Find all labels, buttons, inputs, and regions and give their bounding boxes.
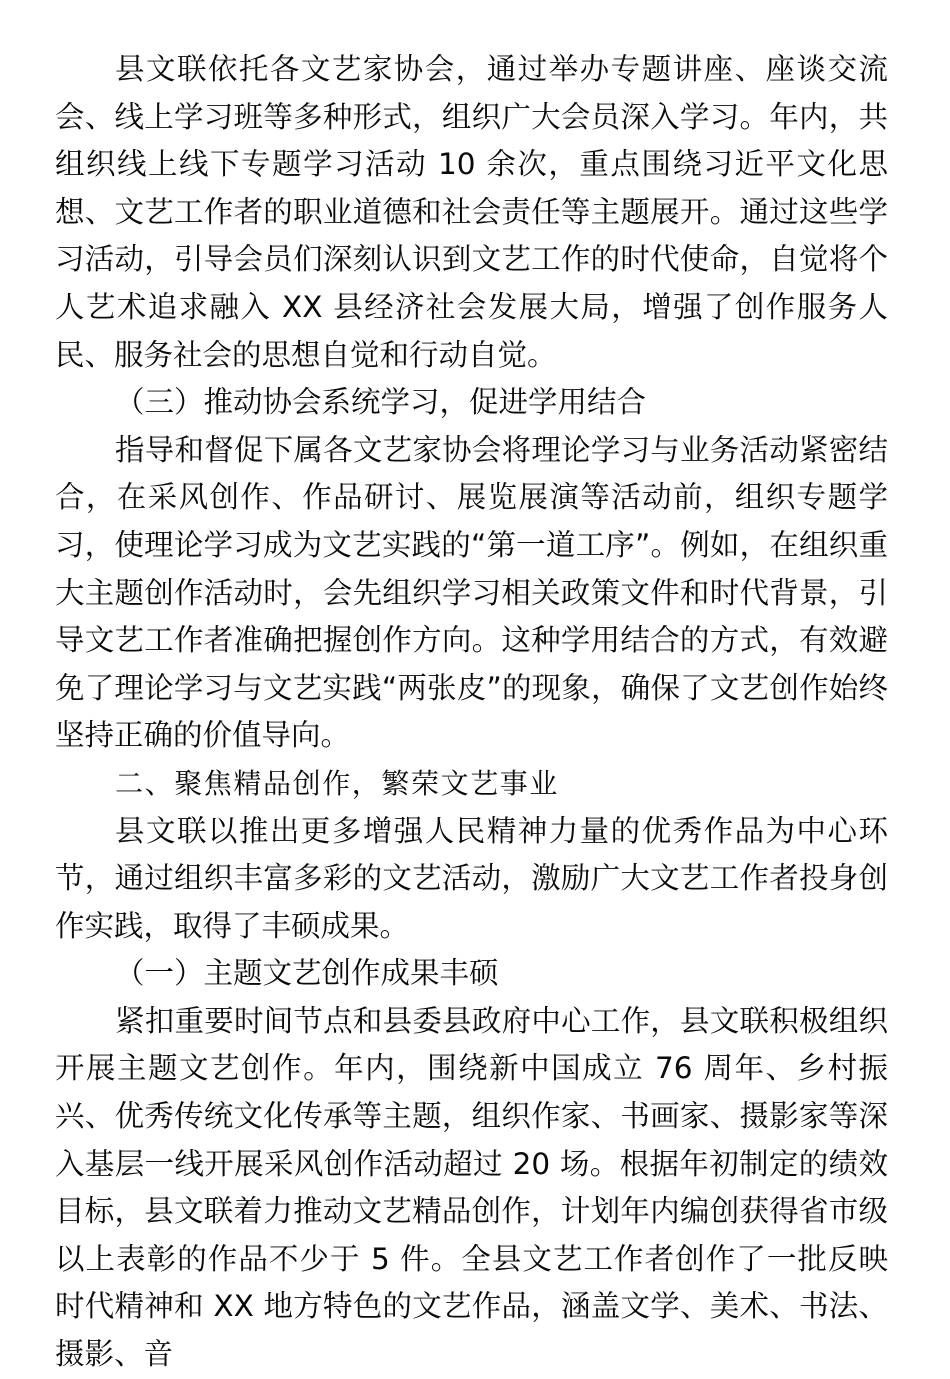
paragraph-quality-works: 县文联以推出更多增强人民精神力量的优秀作品为中心环节，通过组织丰富多彩的文艺活动，激励广大文艺工作者投身创作实践，取得了丰硕成果。 [55, 813, 888, 943]
heading-subsection-one: （一）主题文艺创作成果丰硕 [115, 956, 499, 991]
heading-section-three: （三）推动协会系统学习，促进学用结合 [115, 385, 647, 420]
paragraph-theme-creation: 紧扣重要时间节点和县委县政府中心工作，县文联积极组织开展主题文艺创作。年内，围绕新中国成立 76 周年、乡村振兴、优秀传统文化传承等主题，组织作家、书画家、摄影家等深入基层一线开展采风创作活动超过 20 场。根据年初制定的绩效目标，县文联着力推动文艺精品创作，计划年内编创获得省市级以上表彰的作品不少于 5 件。全县文艺工作者创作了一批反映时代精神和 XX 地方特色的文艺作品，涵盖文学、美术、书法、摄影、音 [55, 1003, 888, 1372]
paragraph-theory-practice: 指导和督促下属各文艺家协会将理论学习与业务活动紧密结合，在采风创作、作品研讨、展览展演等活动前，组织专题学习，使理论学习成为文艺实践的“第一道工序”。例如，在组织重大主题创作活动时，会先组织学习相关政策文件和时代背景，引导文艺工作者准确把握创作方向。这种学用结合的方式，有效避免了理论学习与文艺实践“两张皮”的现象，确保了文艺创作始终坚持正确的价值导向。 [55, 432, 888, 753]
heading-section-two: 二、聚焦精品创作，繁荣文艺事业 [115, 766, 560, 800]
document-body [55, 46, 888, 1379]
paragraph-study-forms: 县文联依托各文艺家协会，通过举办专题讲座、座谈交流会、线上学习班等多种形式，组织广大会员深入学习。年内，共组织线上线下专题学习活动 10 余次，重点围绕习近平文化思想、文艺工作者的职业道德和社会责任等主题展开。通过这些学习活动，引导会员们深刻认识到文艺工作的时代使命，自觉将个人艺术追求融入 XX 县经济社会发展大局，增强了创作服务人民、服务社会的思想自觉和行动自觉。 [55, 52, 888, 372]
